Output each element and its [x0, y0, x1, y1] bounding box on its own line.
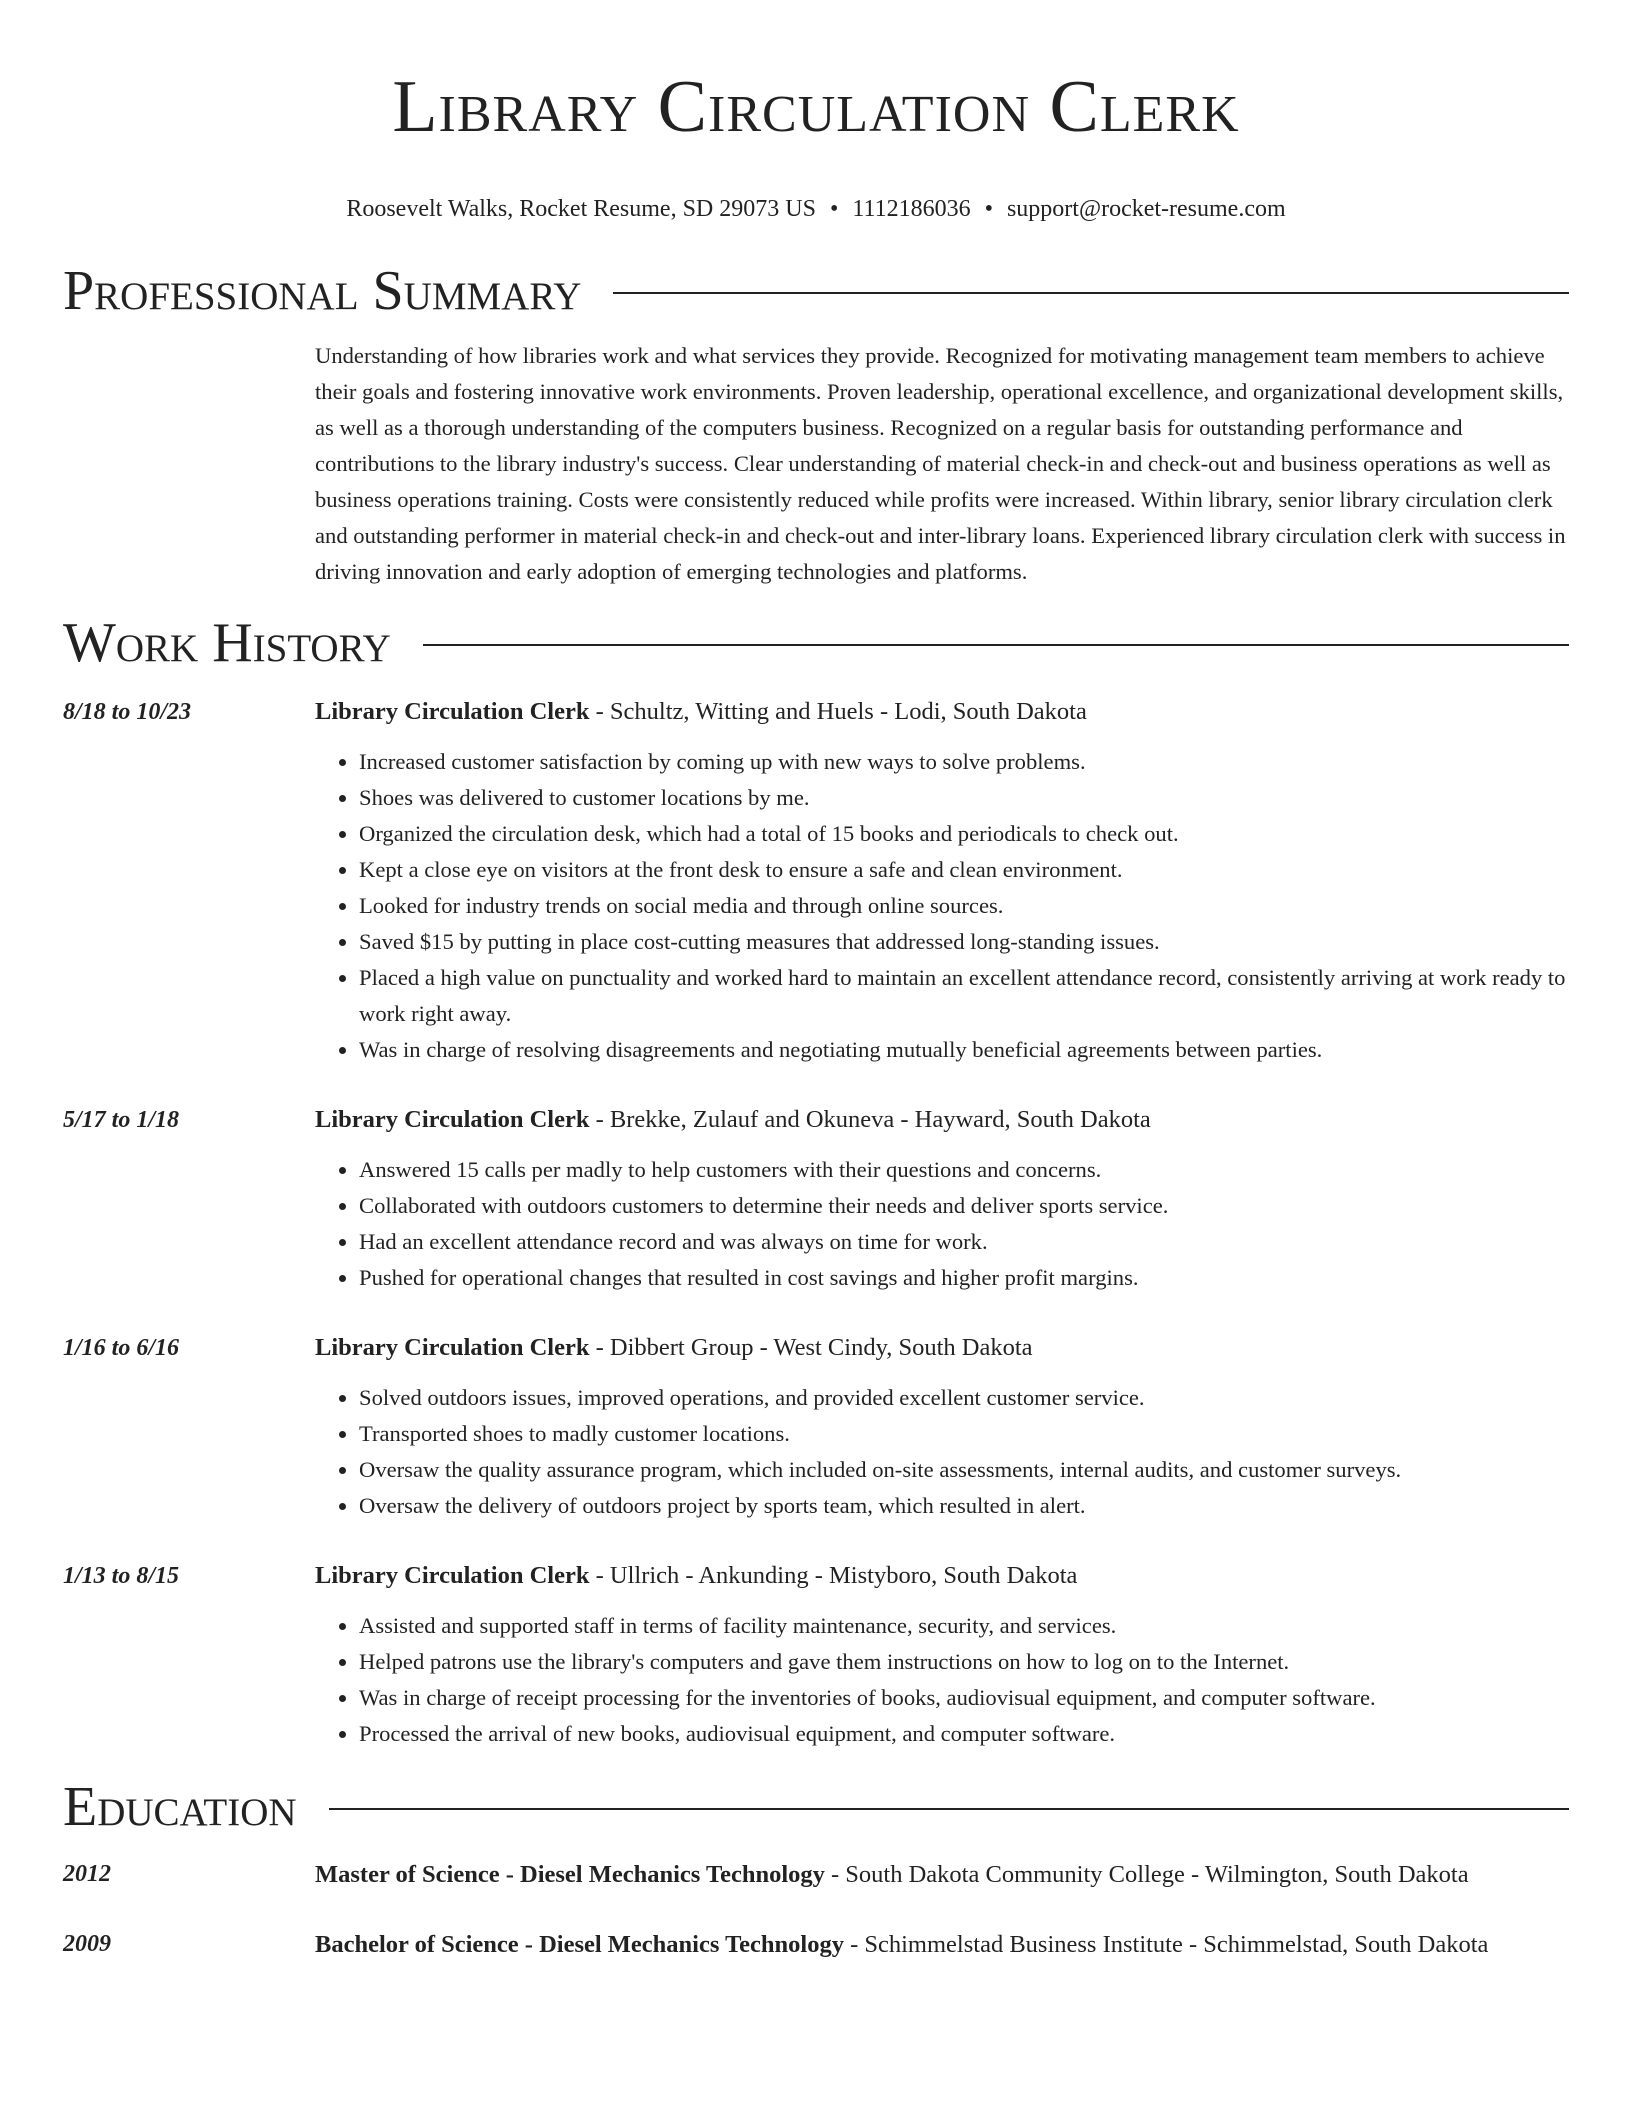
list-item: • Oversaw the delivery of outdoors project by sports team, which resulted in alert.	[359, 1488, 1569, 1524]
list-item: • Placed a high value on punctuality and worked hard to maintain an excellent attendance record, consistently arriving at work ready to work right away.	[359, 960, 1569, 1032]
job-entry	[63, 694, 1569, 1068]
job-entry	[63, 1102, 1569, 1296]
job-role: Library Circulation Clerk	[315, 1334, 590, 1361]
job-dates: 1/16 to 6/16	[63, 1335, 180, 1361]
job-heading	[315, 1330, 1569, 1366]
education-details: - South Dakota Community College - Wilmington, South Dakota	[824, 1861, 1469, 1888]
job-bullets	[315, 744, 1569, 1068]
contact-address: Roosevelt Walks, Rocket Resume, SD 29073 US	[346, 196, 816, 222]
resume-header	[0, 0, 1632, 224]
section-header	[63, 1774, 1569, 1840]
job-role: Library Circulation Clerk	[315, 698, 590, 725]
list-item: • Kept a close eye on visitors at the front desk to ensure a safe and clean environment.	[359, 852, 1569, 888]
section-header	[63, 610, 1569, 676]
candidate-title: Library Circulation Clerk	[392, 66, 1240, 148]
contact-email: support@rocket-resume.com	[1006, 196, 1286, 222]
job-entry	[63, 1330, 1569, 1524]
job-details: - Schultz, Witting and Huels - Lodi, South Dakota	[589, 698, 1087, 725]
job-entry	[63, 1558, 1569, 1752]
section-header	[63, 258, 1569, 324]
list-item: • Had an excellent attendance record and was always on time for work.	[359, 1224, 1569, 1260]
contact-separator: •	[829, 196, 839, 222]
job-dates: 8/18 to 10/23	[63, 699, 192, 725]
job-details: - Ullrich - Ankunding - Mistyboro, South Dakota	[589, 1562, 1078, 1589]
education-section	[63, 1774, 1569, 1964]
education-year: 2012	[63, 1861, 111, 1887]
job-heading	[315, 1558, 1569, 1594]
list-item: • Helped patrons use the library's computers and gave them instructions on how to log on to the Internet.	[359, 1644, 1569, 1680]
list-item: • Shoes was delivered to customer locations by me.	[359, 780, 1569, 816]
list-item: • Collaborated with outdoors customers to determine their needs and deliver sports service.	[359, 1188, 1569, 1224]
job-bullets	[315, 1608, 1569, 1752]
contact-line	[0, 194, 1632, 224]
job-body	[315, 1102, 1569, 1296]
education-details: - Schimmelstad Business Institute - Schimmelstad, South Dakota	[843, 1931, 1489, 1958]
education-year: 2009	[63, 1931, 111, 1957]
job-body	[315, 1558, 1569, 1752]
job-body	[315, 694, 1569, 1068]
section-title: Education	[63, 1776, 297, 1838]
section-title: Work History	[63, 612, 391, 674]
list-item: • Processed the arrival of new books, audiovisual equipment, and computer software.	[359, 1716, 1569, 1752]
section-divider	[613, 292, 1569, 294]
job-details: - Dibbert Group - West Cindy, South Dakota	[589, 1334, 1033, 1361]
list-item: • Pushed for operational changes that resulted in cost savings and higher profit margins.	[359, 1260, 1569, 1296]
list-item: • Was in charge of receipt processing for the inventories of books, audiovisual equipment, and computer software.	[359, 1680, 1569, 1716]
list-item: • Solved outdoors issues, improved operations, and provided excellent customer service.	[359, 1380, 1569, 1416]
education-entry	[63, 1856, 1569, 1894]
list-item: • Transported shoes to madly customer locations.	[359, 1416, 1569, 1452]
job-bullets	[315, 1380, 1569, 1524]
job-role: Library Circulation Clerk	[315, 1106, 590, 1133]
summary-section	[63, 258, 1569, 590]
education-heading	[315, 1926, 1569, 1964]
section-divider	[329, 1808, 1569, 1810]
job-bullets	[315, 1152, 1569, 1296]
list-item: • Oversaw the quality assurance program, which included on-site assessments, internal audits, and customer surveys.	[359, 1452, 1569, 1488]
list-item: • Increased customer satisfaction by coming up with new ways to solve problems.	[359, 744, 1569, 780]
list-item: • Organized the circulation desk, which had a total of 15 books and periodicals to check out.	[359, 816, 1569, 852]
list-item: • Answered 15 calls per madly to help customers with their questions and concerns.	[359, 1152, 1569, 1188]
job-dates: 1/13 to 8/15	[63, 1563, 180, 1589]
education-degree: Master of Science - Diesel Mechanics Technology	[315, 1861, 825, 1888]
work-history-section	[63, 610, 1569, 1752]
job-body	[315, 1330, 1569, 1524]
contact-separator: •	[984, 196, 993, 222]
education-entry	[63, 1926, 1569, 1964]
section-divider	[423, 644, 1569, 646]
contact-phone: 1112186036	[852, 196, 971, 222]
list-item: • Saved $15 by putting in place cost-cutting measures that addressed long-standing issues.	[359, 924, 1569, 960]
job-role: Library Circulation Clerk	[315, 1562, 590, 1589]
list-item: • Looked for industry trends on social media and through online sources.	[359, 888, 1569, 924]
job-dates: 5/17 to 1/18	[63, 1107, 180, 1133]
education-heading	[315, 1856, 1569, 1894]
job-heading	[315, 694, 1569, 730]
job-heading	[315, 1102, 1569, 1138]
job-details: - Brekke, Zulauf and Okuneva - Hayward, South Dakota	[589, 1106, 1151, 1133]
list-item: • Was in charge of resolving disagreements and negotiating mutually beneficial agreements between parties.	[359, 1032, 1569, 1068]
summary-text: Understanding of how libraries work and what services they provide. Recognized for motivating management team members to achieve their goals and fostering innovative work environments. Proven leadership, operational excellence, and organizational development skills, as well as a thorough understanding of the computers business. Recognized on a regular basis for outstanding performance and contributions to the library industry's success. Clear understanding of material check-in and check-out and business operations as well as business operations training. Costs were consistently reduced while profits were increased. Within library, senior library circulation clerk and outstanding performer in material check-in and check-out and inter-library loans. Experienced library circulation clerk with success in driving innovation and early adoption of emerging technologies and platforms.	[315, 343, 1566, 584]
list-item: • Assisted and supported staff in terms of facility maintenance, security, and services.	[359, 1608, 1569, 1644]
education-degree: Bachelor of Science - Diesel Mechanics Technology	[315, 1931, 844, 1958]
section-title: Professional Summary	[63, 260, 582, 322]
